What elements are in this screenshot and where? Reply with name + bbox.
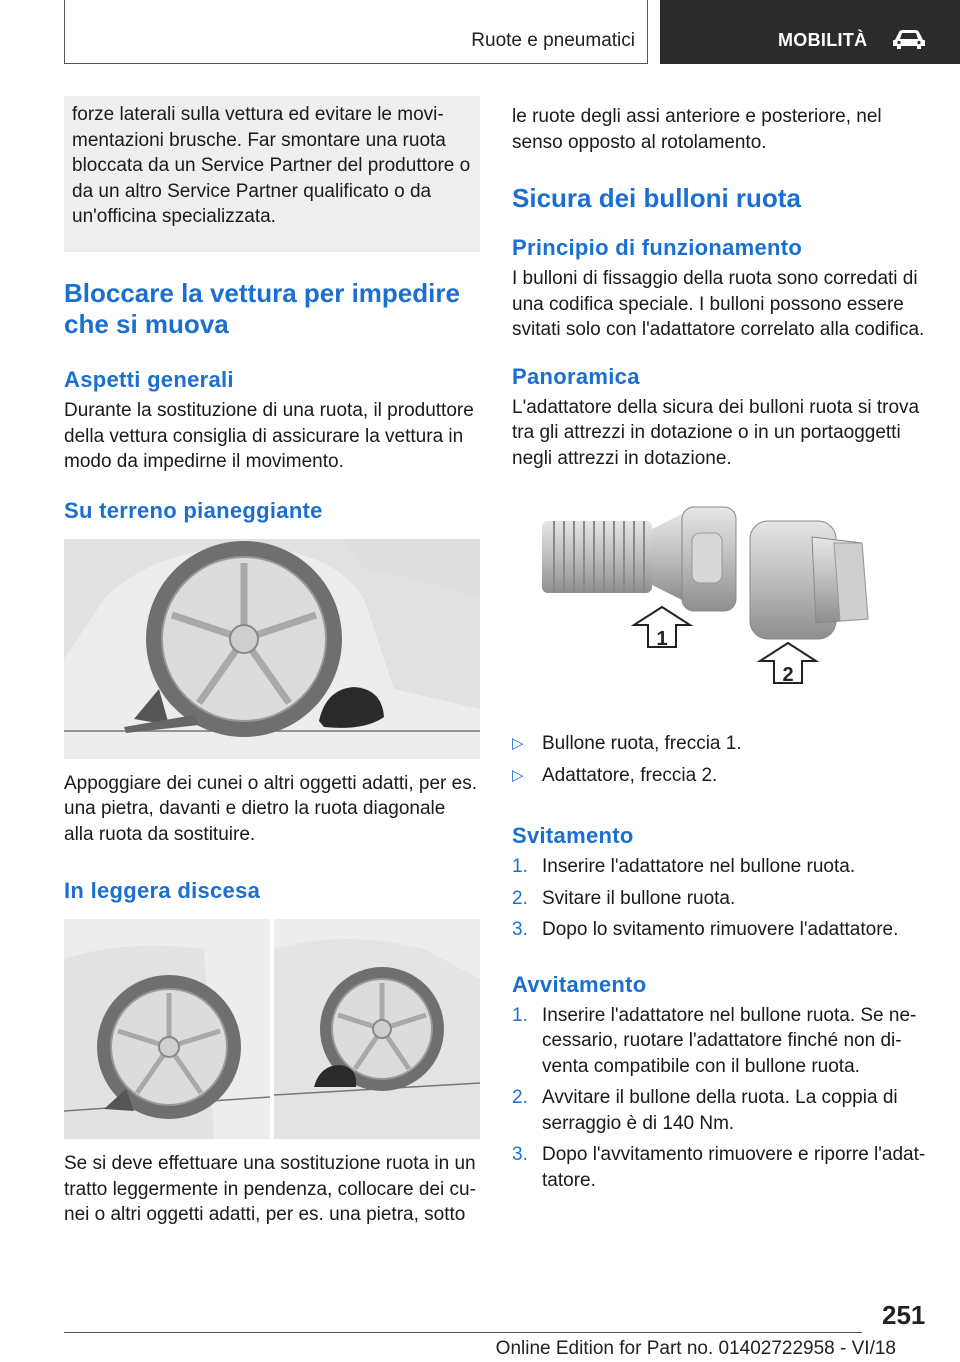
figure-wheel-lock <box>512 499 928 719</box>
note-box: forze laterali sulla vettura ed evitare le movimentazioni brusche. Far smontare una ruota bloccata da un Service Partner del produttore o da un altro Service Partner qualificato o da un'officina specializzata. <box>64 96 480 252</box>
header-chapter-box <box>660 0 960 64</box>
heading-general: Aspetti generali <box>64 367 234 392</box>
figure-label-2: 2 <box>782 664 794 686</box>
left-column <box>64 96 480 1228</box>
paragraph-principle: I bulloni di fissaggio della ruota sono corredati di una codifica speciale. I bulloni possono essere svitati solo con l'adattatore correlato alla codifica. <box>512 268 925 340</box>
car-icon <box>892 28 926 50</box>
heading-screw: Avvitamento <box>512 971 647 997</box>
paragraph-slope: Se si deve effettuare una sostituzione ruota in un tratto leggermente in pendenza, collocare dei cunei o altri oggetti adatti, per es. una pietra, sotto <box>64 1153 476 1225</box>
step-number: 2. <box>512 1087 528 1108</box>
step-number: 2. <box>512 887 528 909</box>
header-section-title: Ruote e pneumatici <box>471 30 635 51</box>
step-number: 1. <box>512 1004 528 1026</box>
list-item: 1. Inserire l'adattatore nel bullone ruota. Se necessario, ruotare l'adattatore finché non diventa compatibile con il bullone ruota. <box>512 1004 917 1077</box>
header-section-box <box>64 0 648 64</box>
figure-slope <box>64 919 480 1139</box>
screw-steps <box>512 1003 928 1194</box>
heading-principle: Principio di funzionamento <box>512 235 803 260</box>
heading-slope: In leggera discesa <box>64 878 261 903</box>
triangle-bullet-icon: ▷ <box>512 735 524 752</box>
paragraph-general: Durante la sostituzione di una ruota, il produttore della vettura consiglia di assicurare la vettura in modo da impedirne il movimento. <box>64 400 474 472</box>
header-chapter-title: MOBILITÀ <box>778 30 868 50</box>
heading-block-vehicle: Bloccare la vettura per impedire che si muova <box>64 278 460 339</box>
unscrew-steps <box>512 854 928 943</box>
list-item: 3. Dopo l'avvitamento rimuovere e riporre l'adattatore. <box>512 1144 926 1191</box>
page-number: 251 <box>882 1300 926 1330</box>
step-number: 3. <box>512 1144 528 1165</box>
list-item: 2. Avvitare il bullone della ruota. La coppia di serraggio è di 140 Nm. <box>512 1087 898 1134</box>
figure-label-1: 1 <box>656 628 668 650</box>
list-item: ▷ Bullone ruota, freccia 1. <box>512 731 928 757</box>
list-item: 1. Inserire l'adattatore nel bullone ruota. <box>512 854 928 880</box>
list-item: 2. Svitare il bullone ruota. <box>512 886 928 912</box>
heading-wheel-lock: Sicura dei bulloni ruota <box>512 183 801 213</box>
step-number: 3. <box>512 919 528 940</box>
right-column <box>512 96 928 1193</box>
paragraph-flat-ground: Appoggiare dei cunei o altri oggetti adatti, per es. una pietra, davanti e dietro la ruota diagonale alla ruota da sostituire. <box>64 772 477 845</box>
footer-edition: Online Edition for Part no. 01402722958 - VI/18 <box>495 1338 896 1359</box>
paragraph-overview: L'adattatore della sicura dei bulloni ruota si trova tra gli attrezzi in dotazione o in un portaoggetti negli attrezzi in dotazione. <box>512 396 920 469</box>
list-item: ▷ Adattatore, freccia 2. <box>512 763 928 789</box>
figure-flat-ground <box>64 539 480 759</box>
step-number: 1. <box>512 856 528 877</box>
footer-divider <box>64 1332 862 1333</box>
heading-flat-ground: Su terreno pianeggiante <box>64 497 323 523</box>
list-item: 3. Dopo lo svitamento rimuovere l'adattatore. <box>512 917 928 943</box>
heading-unscrew: Svitamento <box>512 823 634 848</box>
paragraph-continuation: le ruote degli assi anteriore e posteriore, nel senso opposto al rotolamento. <box>512 106 882 153</box>
wheel-lock-bullets <box>512 731 928 788</box>
heading-overview: Panoramica <box>512 363 640 389</box>
triangle-bullet-icon: ▷ <box>512 766 524 784</box>
